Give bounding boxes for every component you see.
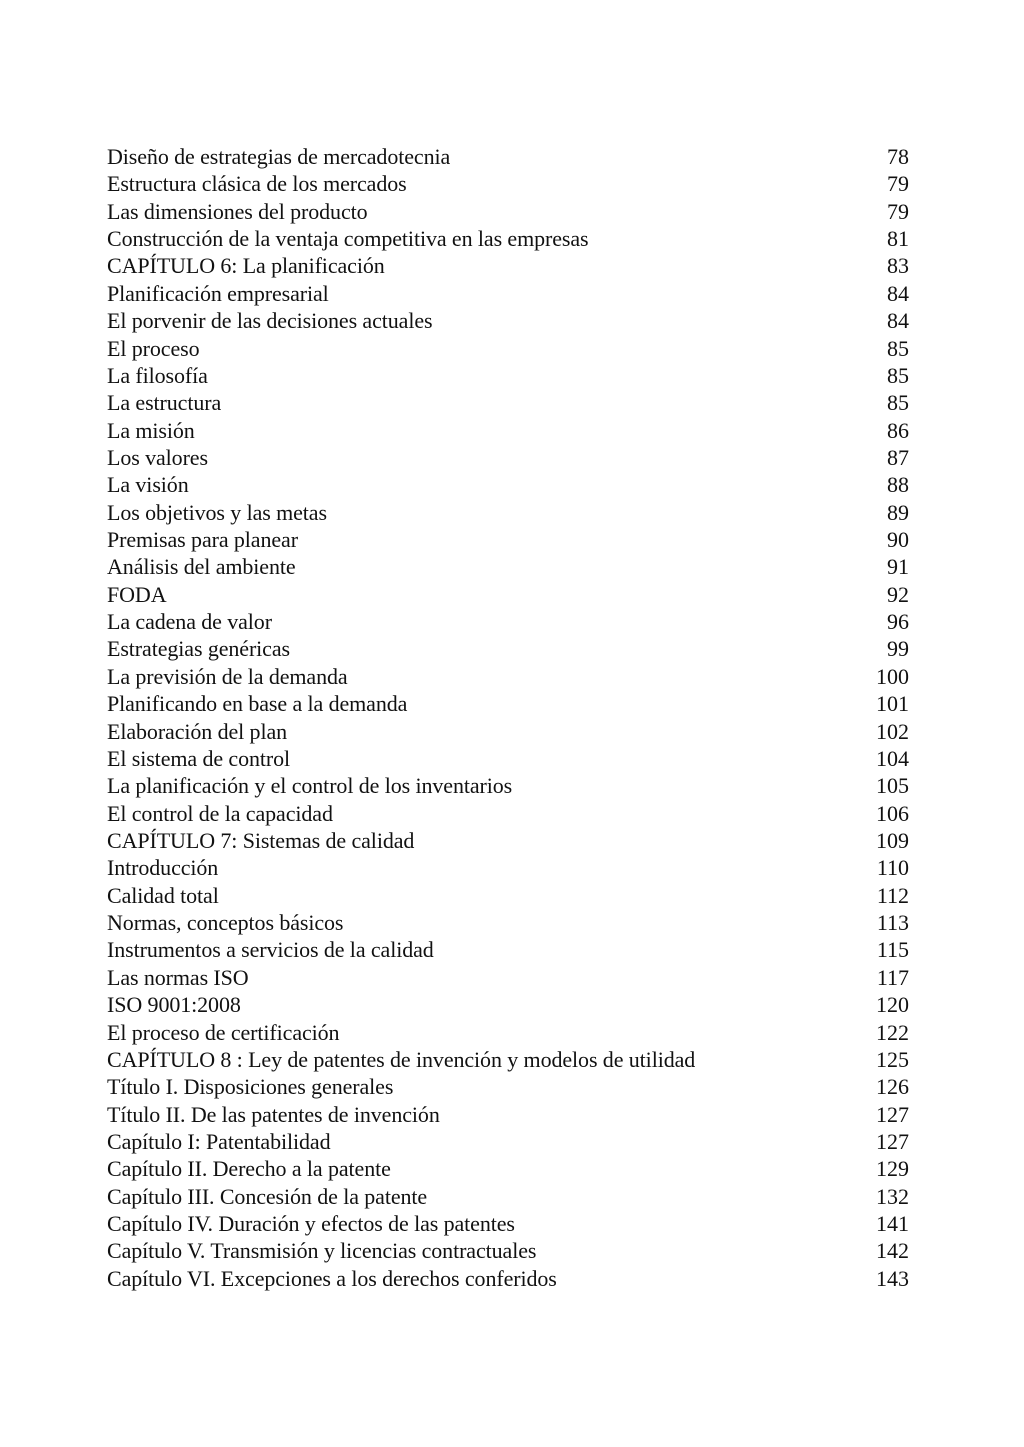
toc-entry-page: 86: [887, 417, 909, 443]
toc-entry: [107, 1073, 909, 1100]
toc-entry-title: Capítulo I: Patentabilidad: [107, 1128, 331, 1154]
toc-entry-title: Capítulo III. Concesión de la patente: [107, 1183, 428, 1209]
toc-entry-page: 79: [887, 198, 909, 224]
toc-entry: [107, 854, 909, 881]
toc-entry-page: 99: [887, 636, 909, 662]
toc-entry: [107, 307, 909, 334]
toc-entry-title: Capítulo V. Transmisión y licencias contractuales: [107, 1238, 537, 1264]
toc-entry-title: Capítulo VI. Excepciones a los derechos conferidos: [107, 1265, 557, 1291]
toc-entry-title: La estructura: [107, 390, 222, 416]
toc-entry-page: 85: [887, 390, 909, 416]
toc-entry: [107, 663, 909, 690]
toc-entry-title: Capítulo II. Derecho a la patente: [107, 1156, 391, 1182]
toc-entry-page: 129: [876, 1156, 909, 1182]
toc-entry: [107, 882, 909, 909]
toc-entry-title: Las dimensiones del producto: [107, 198, 368, 224]
toc-chapter-heading: [107, 827, 909, 854]
toc-entry: [107, 745, 909, 772]
toc-entry: [107, 1019, 909, 1046]
toc-entry: [107, 1155, 909, 1182]
toc-entry: [107, 772, 909, 799]
toc-entry-page: 106: [876, 800, 909, 826]
toc-entry: [107, 362, 909, 389]
toc-entry-title: El sistema de control: [107, 745, 291, 771]
toc-entry: [107, 471, 909, 498]
toc-entry-page: 102: [876, 718, 909, 744]
toc-entry-title: La filosofía: [107, 362, 208, 388]
toc-entry: [107, 800, 909, 827]
toc-entry: [107, 964, 909, 991]
toc-entry: [107, 635, 909, 662]
toc-entry: [107, 170, 909, 197]
toc-entry-page: 84: [887, 308, 909, 334]
toc-entry-page: 122: [876, 1019, 909, 1045]
toc-entry-title: La visión: [107, 472, 189, 498]
toc-entry-page: 115: [876, 937, 909, 963]
toc-entry: [107, 909, 909, 936]
toc-entry-title: Estructura clásica de los mercados: [107, 171, 407, 197]
toc-entry-title: Las normas ISO: [107, 964, 249, 990]
toc-entry-page: 92: [887, 581, 909, 607]
toc-entry-page: 100: [876, 663, 909, 689]
toc-entry-title: CAPÍTULO 7: Sistemas de calidad: [107, 827, 415, 853]
table-of-contents: [107, 143, 909, 1292]
toc-entry-title: Título II. De las patentes de invención: [107, 1101, 440, 1127]
toc-entry-title: Calidad total: [107, 882, 219, 908]
toc-entry: [107, 553, 909, 580]
toc-entry-page: 104: [876, 745, 909, 771]
toc-chapter-heading: [107, 1046, 909, 1073]
toc-entry: [107, 936, 909, 963]
toc-entry: [107, 1265, 909, 1292]
toc-entry-title: Los valores: [107, 444, 208, 470]
toc-entry-page: 90: [887, 527, 909, 553]
toc-entry-page: 143: [876, 1265, 909, 1291]
toc-entry-title: Elaboración del plan: [107, 718, 288, 744]
toc-entry-title: La planificación y el control de los inventarios: [107, 773, 513, 799]
toc-entry: [107, 991, 909, 1018]
toc-entry-page: 83: [887, 253, 909, 279]
toc-entry-title: CAPÍTULO 8 : Ley de patentes de invención y modelos de utilidad: [107, 1046, 696, 1072]
toc-entry-title: Los objetivos y las metas: [107, 499, 327, 525]
toc-entry: [107, 1237, 909, 1264]
toc-entry-page: 89: [887, 499, 909, 525]
toc-entry-page: 109: [876, 827, 909, 853]
toc-entry-page: 105: [876, 773, 909, 799]
toc-entry: [107, 198, 909, 225]
toc-entry-page: 125: [876, 1046, 909, 1072]
toc-entry: [107, 280, 909, 307]
toc-entry: [107, 417, 909, 444]
toc-entry-page: 101: [876, 691, 909, 717]
toc-entry-title: Título I. Disposiciones generales: [107, 1074, 394, 1100]
toc-entry-page: 132: [876, 1183, 909, 1209]
toc-entry-page: 91: [887, 554, 909, 580]
toc-entry: [107, 581, 909, 608]
toc-entry-title: Construcción de la ventaja competitiva en las empresas: [107, 226, 589, 252]
toc-entry: [107, 444, 909, 471]
toc-entry-page: 141: [876, 1211, 909, 1237]
toc-entry-page: 110: [876, 855, 909, 881]
toc-entry-page: 113: [876, 910, 909, 936]
toc-entry-page: 127: [876, 1101, 909, 1127]
toc-entry: [107, 225, 909, 252]
toc-entry-title: El proceso: [107, 335, 200, 361]
toc-entry-page: 85: [887, 335, 909, 361]
toc-entry: [107, 718, 909, 745]
toc-entry-page: 78: [887, 144, 909, 169]
toc-entry-page: 117: [876, 964, 909, 990]
toc-entry-page: 85: [887, 362, 909, 388]
toc-entry-title: Diseño de estrategias de mercadotecnia: [107, 144, 451, 169]
toc-entry-page: 96: [887, 609, 909, 635]
toc-entry-title: Capítulo IV. Duración y efectos de las patentes: [107, 1211, 515, 1237]
toc-entry-page: 84: [887, 280, 909, 306]
toc-entry-page: 126: [876, 1074, 909, 1100]
toc-entry-page: 112: [876, 882, 909, 908]
toc-entry-page: 81: [887, 226, 909, 252]
toc-entry: [107, 143, 909, 170]
toc-entry-page: 88: [887, 472, 909, 498]
toc-entry-title: Estrategias genéricas: [107, 636, 290, 662]
toc-entry-page: 79: [887, 171, 909, 197]
toc-entry-title: FODA: [107, 581, 167, 607]
toc-entry-title: Premisas para planear: [107, 527, 298, 553]
toc-chapter-heading: [107, 252, 909, 279]
toc-entry-title: La cadena de valor: [107, 609, 272, 635]
toc-entry: [107, 1101, 909, 1128]
toc-entry-page: 87: [887, 444, 909, 470]
toc-entry-page: 142: [876, 1238, 909, 1264]
toc-entry: [107, 1183, 909, 1210]
toc-entry-page: 120: [876, 992, 909, 1018]
toc-entry-title: Análisis del ambiente: [107, 554, 296, 580]
toc-entry-title: El control de la capacidad: [107, 800, 333, 826]
toc-entry-title: El proceso de certificación: [107, 1019, 340, 1045]
toc-entry: [107, 1210, 909, 1237]
toc-entry-title: Planificación empresarial: [107, 280, 329, 306]
toc-entry: [107, 690, 909, 717]
toc-entry: [107, 499, 909, 526]
toc-entry-page: 127: [876, 1128, 909, 1154]
toc-entry-title: CAPÍTULO 6: La planificación: [107, 253, 385, 279]
toc-entry-title: ISO 9001:2008: [107, 992, 241, 1018]
toc-entry: [107, 608, 909, 635]
toc-entry-title: Normas, conceptos básicos: [107, 910, 344, 936]
toc-entry-title: La previsión de la demanda: [107, 663, 348, 689]
toc-entry: [107, 335, 909, 362]
toc-entry-title: El porvenir de las decisiones actuales: [107, 308, 433, 334]
toc-entry-title: Instrumentos a servicios de la calidad: [107, 937, 434, 963]
toc-entry: [107, 526, 909, 553]
toc-entry-title: Planificando en base a la demanda: [107, 691, 408, 717]
toc-entry-title: Introducción: [107, 855, 219, 881]
toc-entry: [107, 1128, 909, 1155]
toc-entry: [107, 389, 909, 416]
toc-entry-title: La misión: [107, 417, 195, 443]
